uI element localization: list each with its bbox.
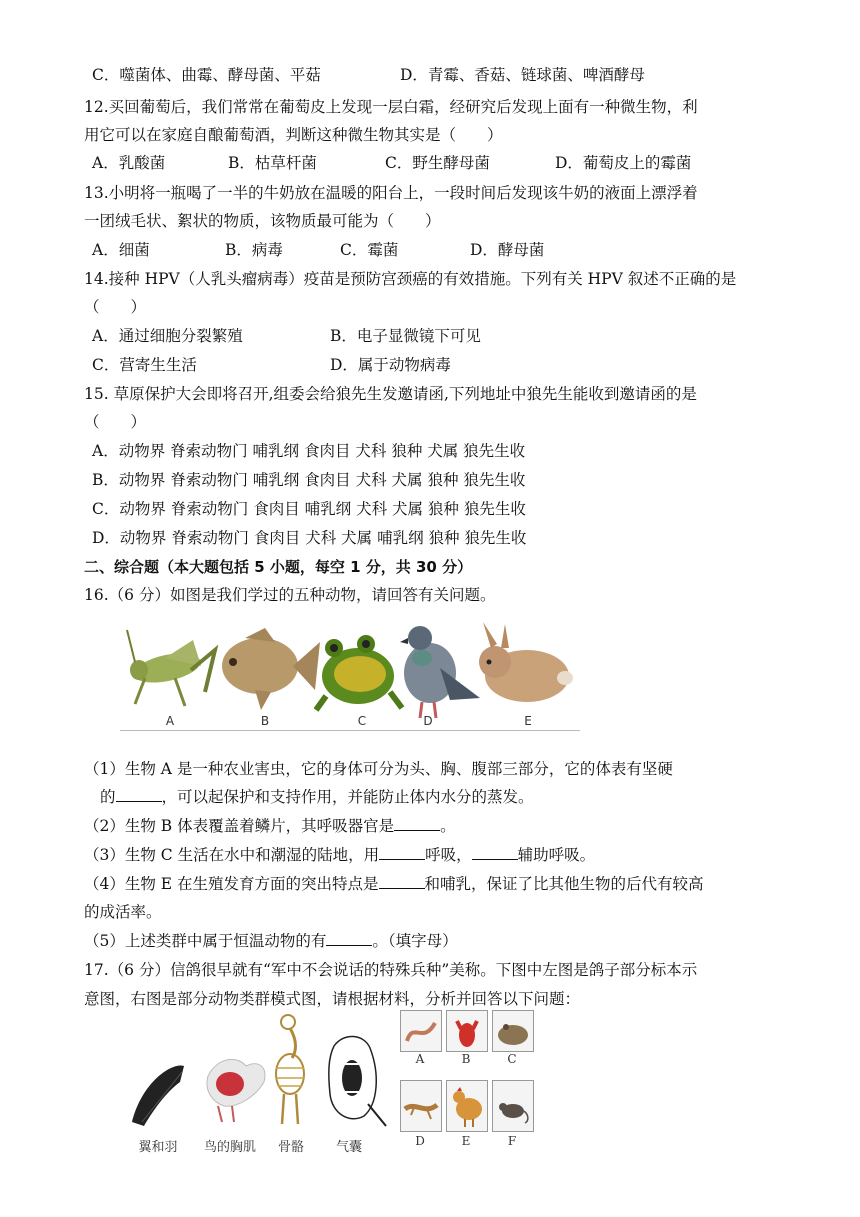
- mouse-image: [492, 1080, 534, 1132]
- label-skeleton: 骨骼: [277, 1140, 304, 1155]
- answer-blank-4[interactable]: [472, 845, 518, 860]
- group-label-f: F: [507, 1134, 517, 1148]
- q13-option-b: B．病毒: [225, 241, 283, 259]
- grasshopper-image: [127, 630, 215, 706]
- q16-part1-line1: （1）生物 A 是一种农业害虫，它的身体可分为头、胸、腹部三部分，它的体表有坚硬: [84, 760, 673, 778]
- group-label-c: C: [507, 1052, 517, 1066]
- answer-blank-3[interactable]: [379, 845, 425, 860]
- chicken-image: [446, 1080, 488, 1132]
- label-breast-muscle: 鸟的胸肌: [203, 1140, 256, 1155]
- breast-muscle-image: [207, 1059, 265, 1122]
- figure-label-a: A: [165, 714, 175, 728]
- q11-option-c: C．噬菌体、曲霉、酵母菌、平菇: [92, 66, 321, 84]
- q13-option-c: C．霉菌: [340, 241, 399, 259]
- q12-option-b: B．枯草杆菌: [228, 154, 317, 172]
- q12-option-d: D．葡萄皮上的霉菌: [555, 154, 692, 172]
- animal-groups-figure: [398, 1010, 538, 1162]
- q15-stem-line2: （ ）: [84, 413, 147, 431]
- q16-intro: 16.（6 分）如图是我们学过的五种动物，请回答有关问题。: [84, 586, 496, 604]
- q13-option-d: D．酵母菌: [470, 241, 545, 259]
- figure-label-c: C: [357, 714, 367, 728]
- q14-stem-line2: （ ）: [84, 298, 147, 316]
- group-label-e: E: [461, 1134, 471, 1148]
- q16-part4-line2: 的成活率。: [84, 903, 162, 921]
- toad-image: [492, 1010, 534, 1052]
- q15-stem-line1: 15. 草原保护大会即将召开,组委会给狼先生发邀请函,下列地址中狼先生能收到邀请函的是: [84, 385, 697, 403]
- q12-stem-line2: 用它可以在家庭自酿葡萄酒，判断这种微生物其实是（ ）: [84, 126, 503, 144]
- answer-blank-6[interactable]: [326, 931, 372, 946]
- q12-option-a: A．乳酸菌: [92, 154, 166, 172]
- q17-stem-line1: 17.（6 分）信鸽很早就有“军中不会说话的特殊兵种”美称。下图中左图是鸽子部分标本示: [84, 961, 698, 979]
- air-sac-image: [329, 1036, 386, 1126]
- pigeon-specimen-figure: [128, 1012, 390, 1155]
- group-label-a: A: [415, 1052, 425, 1066]
- figure-label-e: E: [524, 714, 532, 728]
- q15-option-b: B．动物界 脊索动物门 哺乳纲 食肉目 犬科 犬属 狼种 狼先生收: [92, 471, 526, 489]
- group-label-d: D: [415, 1134, 425, 1148]
- answer-blank-1[interactable]: [116, 787, 162, 802]
- pigeon-image: [400, 626, 480, 718]
- lizard-image: [400, 1080, 442, 1132]
- fish-image: [222, 628, 320, 710]
- skeleton-image: [276, 1015, 304, 1124]
- q12-stem-line1: 12.买回葡萄后，我们常常在葡萄皮上发现一层白霜，经研究后发现上面有一种微生物，利: [84, 98, 698, 116]
- group-label-b: B: [461, 1052, 471, 1066]
- q16-part3: （3）生物 C 生活在水中和潮湿的陆地，用 呼吸， 辅助呼吸。: [84, 846, 596, 864]
- figure-baseline: [120, 730, 580, 731]
- figure-label-d: D: [423, 714, 433, 728]
- q17-stem-line2: 意图，右图是部分动物类群模式图，请根据材料，分析并回答以下问题：: [84, 990, 581, 1008]
- rabbit-image: [479, 622, 573, 702]
- answer-blank-5[interactable]: [379, 874, 425, 889]
- q14-option-c: C．营寄生生活: [92, 356, 197, 374]
- q14-option-d: D．属于动物病毒: [330, 356, 451, 374]
- q16-part4-line1: （4）生物 E 在生殖发育方面的突出特点是 和哺乳，保证了比其他生物的后代有较高: [84, 875, 704, 893]
- q13-stem-line2: 一团绒毛状、絮状的物质，该物质最可能为（ ）: [84, 212, 441, 230]
- frog-image: [316, 635, 402, 710]
- crayfish-image: [446, 1010, 488, 1052]
- q14-option-a: A．通过细胞分裂繁殖: [92, 327, 243, 345]
- q15-option-d: D．动物界 脊索动物门 食肉目 犬科 犬属 哺乳纲 狼种 狼先生收: [92, 529, 527, 547]
- earthworm-image: [400, 1010, 442, 1052]
- q14-option-b: B．电子显微镜下可见: [330, 327, 481, 345]
- q12-option-c: C．野生酵母菌: [385, 154, 490, 172]
- q14-stem-line1: 14.接种 HPV（人乳头瘤病毒）疫苗是预防宫颈癌的有效措施。下列有关 HPV 叙述不正确的是: [84, 270, 737, 288]
- figure-label-b: B: [260, 714, 270, 728]
- five-animals-figure: [120, 612, 580, 734]
- wing-feather-image: [132, 1065, 184, 1126]
- q16-part2: （2）生物 B 体表覆盖着鳞片，其呼吸器官是 。: [84, 817, 456, 835]
- q15-option-c: C．动物界 脊索动物门 食肉目 哺乳纲 犬科 犬属 狼种 狼先生收: [92, 500, 526, 518]
- q11-option-d: D．青霉、香菇、链球菌、啤酒酵母: [400, 66, 645, 84]
- q15-option-a: A．动物界 脊索动物门 哺乳纲 食肉目 犬科 狼种 犬属 狼先生收: [92, 442, 526, 460]
- answer-blank-2[interactable]: [394, 816, 440, 831]
- q13-option-a: A．细菌: [92, 241, 150, 259]
- label-air-sac: 气囊: [335, 1140, 362, 1155]
- section-title: 二、综合题（本大题包括 5 小题，每空 1 分，共 30 分）: [84, 558, 473, 576]
- q16-part5: （5）上述类群中属于恒温动物的有 。（填字母）: [84, 932, 458, 950]
- q13-stem-line1: 13.小明将一瓶喝了一半的牛奶放在温暖的阳台上，一段时间后发现该牛奶的液面上漂浮着: [84, 184, 698, 202]
- label-wing-feather: 翼和羽: [138, 1140, 178, 1155]
- q16-part1-line2: 的 ，可以起保护和支持作用，并能防止体内水分的蒸发。: [100, 788, 534, 806]
